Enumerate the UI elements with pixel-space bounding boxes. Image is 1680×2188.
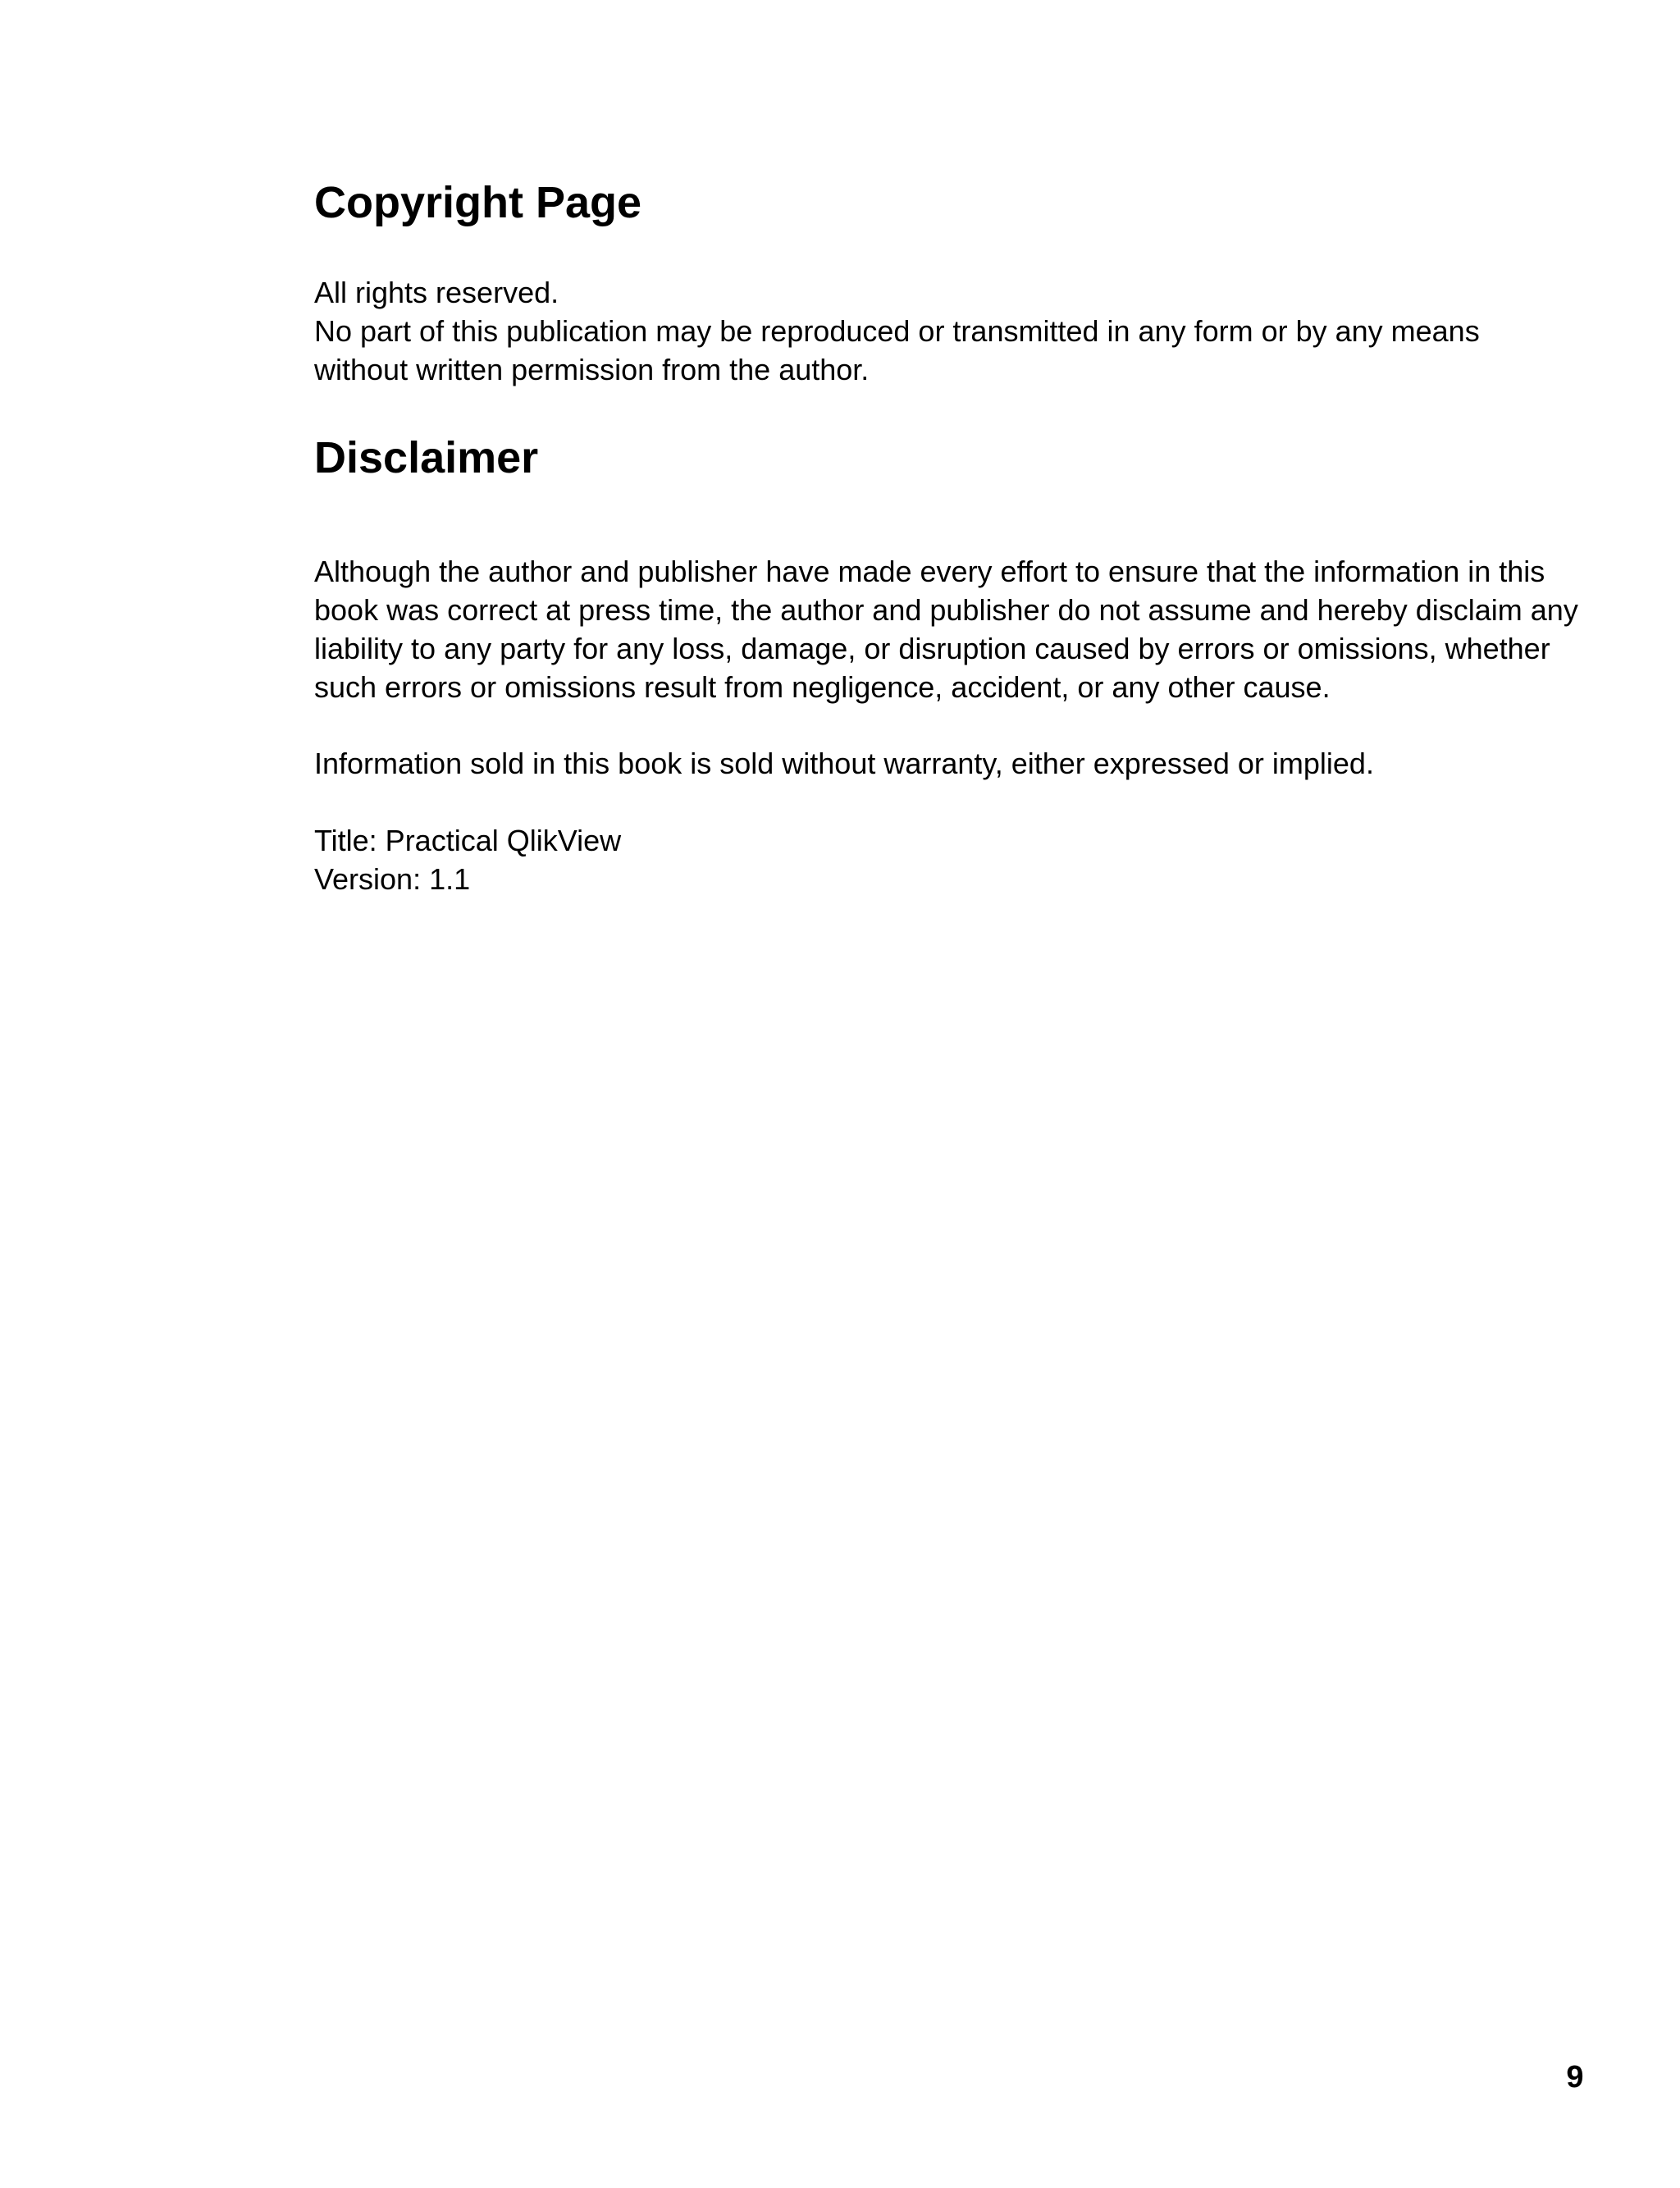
book-title: Title: Practical QlikView xyxy=(314,824,622,857)
copyright-line: without written permission from the author. xyxy=(314,353,870,386)
disclaimer-line: such errors or omissions result from negligence, accident, or any other cause. xyxy=(314,670,1331,704)
disclaimer-line: book was correct at press time, the author and publisher do not assume and hereby disclaim any xyxy=(314,593,1578,627)
copyright-heading: Copyright Page xyxy=(314,178,642,227)
disclaimer-heading: Disclaimer xyxy=(314,433,539,482)
book-version: Version: 1.1 xyxy=(314,862,471,896)
warranty-statement: Information sold in this book is sold without warranty, either expressed or implied. xyxy=(314,747,1374,780)
copyright-line: No part of this publication may be reproduced or transmitted in any form or by any means xyxy=(314,314,1480,348)
disclaimer-line: Although the author and publisher have made every effort to ensure that the information in this xyxy=(314,555,1545,588)
page-number: 9 xyxy=(1566,2060,1584,2094)
disclaimer-line: liability to any party for any loss, damage, or disruption caused by errors or omissions, whether xyxy=(314,632,1550,665)
copyright-line: All rights reserved. xyxy=(314,276,559,309)
